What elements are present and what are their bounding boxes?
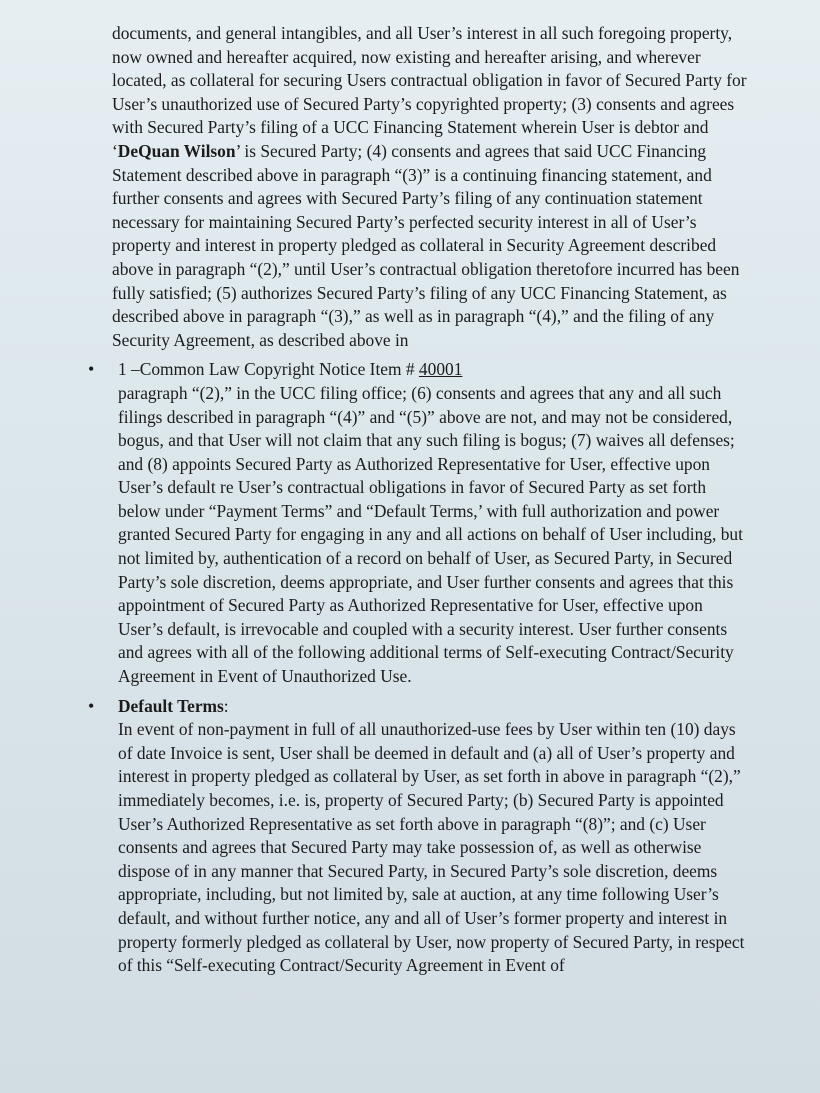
default-terms-heading-row bbox=[118, 695, 752, 719]
item-number: 40001 bbox=[418, 359, 463, 380]
copyright-notice-item bbox=[88, 358, 752, 688]
default-terms-heading: Default Terms bbox=[118, 695, 224, 716]
item-heading-label: 1 –Common Law Copyright Notice Item # bbox=[118, 359, 419, 380]
item-body-text: paragraph “(2),” in the UCC filing office; (6) consents and agrees that any and all such filings described in paragraph “(4)” and “(5)” above are not, and may not be considered, bogus, and that User will not claim that any such filing is bogus; (7) waives all defenses; and (8) appoints Secured Party as Authorized Representative for User, effective upon User’s default re User’s contractual obligations in favor of Secured Party as set forth below under “Payment Terms” and “Default Terms,’ with full authorization and power granted Secured Party for engaging in any and all actions on behalf of User including, but not limited by, authentication of a record on behalf of User, as Secured Party, in Secured Party’s sole discretion, deems appropriate, and User further consents and agrees that this appointment of Secured Party as Authorized Representative for User, effective upon User’s default, is irrevocable and coupled with a security interest. User further consents and agrees with all of the following additional terms of Self-executing Contract/Security Agreement in Event of Unauthorized Use. bbox=[118, 382, 743, 687]
bullet-icon: • bbox=[88, 695, 95, 716]
item-heading bbox=[118, 358, 752, 382]
default-terms-section bbox=[88, 695, 752, 978]
intro-text-part1: documents, and general intangibles, and all User’s interest in all such foregoing property, now owned and hereafter acquired, now existing and hereafter arising, and wherever located, as collateral for securing Users contractual obligation in favor of Secured Party for User’s unauthorized use of Secured Party’s copyrighted property; (3) consents and agrees with Secured Party’s filing of a UCC Financing Statement wherein User is debtor and ‘ bbox=[112, 23, 747, 161]
intro-paragraph bbox=[112, 22, 752, 352]
secured-party-name: DeQuan Wilson bbox=[117, 140, 236, 161]
bullet-icon: • bbox=[88, 359, 95, 380]
heading-colon: : bbox=[223, 695, 229, 716]
intro-text-part2: ’ is Secured Party; (4) consents and agrees that said UCC Financing Statement described above in paragraph “(3)” is a continuing financing statement, and further consents and agrees with Secured Party’s filing of any continuation statement necessary for maintaining Secured Party’s perfected security interest in all of User’s property and interest in property pledged as collateral in Security Agreement described above in paragraph “(2),” until User’s contractual obligation theretofore incurred has been fully satisfied; (5) authorizes Secured Party’s filing of any UCC Financing Statement, as described above in paragraph “(3),” as well as in paragraph “(4),” and the filing of any Security Agreement, as described above in bbox=[112, 140, 740, 350]
document-body bbox=[88, 22, 752, 978]
default-terms-body: In event of non-payment in full of all unauthorized-use fees by User within ten (10) days of date Invoice is sent, User shall be deemed in default and (a) all of User’s property and interest in property pledged as collateral by User, as set forth in above in paragraph “(2),” immediately becomes, i.e. is, property of Secured Party; (b) Secured Party is appointed User’s Authorized Representative as set forth above in paragraph “(8)”; and (c) User consents and agrees that Secured Party may take possession of, as well as otherwise dispose of in any manner that Secured Party, in Secured Party’s sole discretion, deems appropriate, including, but not limited by, sale at auction, at any time following User’s default, and without further notice, any and all of User’s former property and interest in property formerly pledged as collateral by User, now property of Secured Party, in respect of this “Self-executing Contract/Security Agreement in Event of bbox=[118, 719, 745, 976]
